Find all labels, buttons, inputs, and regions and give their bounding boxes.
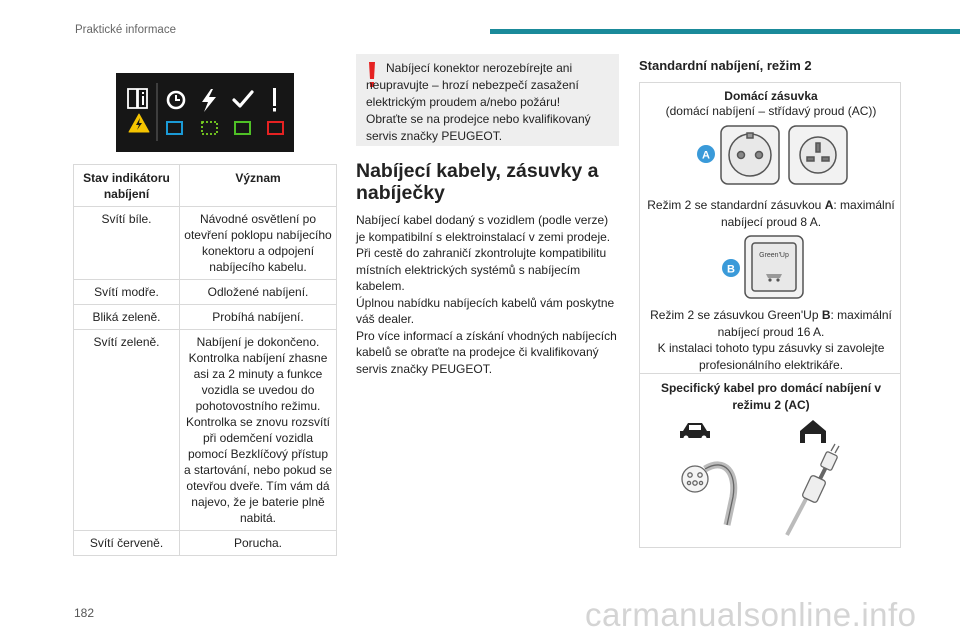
status-lamp-red [268,122,283,134]
warning-text [366,60,614,145]
badge-b-label: B [727,263,735,276]
status-lamp-green [235,122,250,134]
badge-a-label: A [702,149,710,162]
exclamation-icon [273,88,276,112]
meaning-cell: Probíhá nabíjení. [180,305,337,330]
table-row [74,531,337,556]
socket-b-text-suffix: : maximální nabíjecí proud 16 A. [717,308,892,339]
socket-a-description [640,197,902,230]
cables-paragraph-1: Nabíjecí kabel dodaný s vozidlem (podle verze) je kompatibilní s elektroinstalací v zemi prodeje. Při cestě do zahraničí zkontrolujte kompatibilitu místních elektrických systémů s nabíjecím kabelem. [356,213,611,293]
socket-b-description [640,307,902,373]
check-icon [234,92,252,106]
indicator-status-table [73,164,337,556]
status-lamp-green-blinking [202,122,217,134]
clock-icon [168,92,184,108]
socket-a-text-suffix: : maximální nabíjecí proud 8 A. [720,198,895,229]
table-row [74,280,337,305]
cables-paragraph-3: Pro více informací a získání vhodných nabíjecích kabelů se obraťte na prodejce či kvalifikovaný servis značky PEUGEOT. [356,328,617,376]
home-charging-cable-illustration [675,417,875,542]
socket-subtitle: (domácí nabíjení – střídavý proud (AC)) [665,104,877,118]
socket-b-line-2: K instalaci tohoto typu zásuvky si zavolejte profesionálního elektrikáře. [657,341,885,372]
warning-line-2: Obraťte se na prodejce nebo kvalifikovaný servis značky PEUGEOT. [366,112,591,143]
status-cell: Svítí zeleně. [74,330,180,531]
table-row [74,207,337,280]
header-meaning: Význam [180,165,337,207]
meaning-cell: Odložené nabíjení. [180,280,337,305]
mode2-info-card [639,82,901,548]
type2-connector-icon [682,465,734,525]
status-cell: Bliká zeleně. [74,305,180,330]
status-cell: Svítí bíle. [74,207,180,280]
meaning-cell: Porucha. [180,531,337,556]
greenup-socket-icon [745,236,803,298]
socket-a-text-prefix: Režim 2 se standardní zásuvkou [647,198,825,212]
manual-icon [128,89,147,108]
cables-body [356,212,620,377]
table-header-row [74,165,337,207]
card-divider [640,373,900,374]
high-voltage-warning-icon [129,114,149,132]
warning-box [356,54,619,146]
table-row [74,330,337,531]
mode2-heading: Standardní nabíjení, režim 2 [639,58,812,73]
section-title: Praktické informace [75,24,176,36]
cable-title: Specifický kabel pro domácí nabíjení v režimu 2 (AC) [660,381,882,412]
socket-title: Domácí zásuvka [724,89,818,103]
cables-heading: Nabíjecí kabely, zásuvky a nabíječky [356,160,599,204]
house-icon [800,420,826,443]
greenup-socket-illustration [720,233,820,303]
status-cell: Svítí červeně. [74,531,180,556]
cables-paragraph-2: Úplnou nabídku nabíjecích kabelů vám poskytne váš dealer. [356,295,615,326]
status-lamp-blue [167,122,182,134]
lightning-icon [202,89,216,112]
warning-line-1: Nabíjecí konektor nerozebírejte ani neupravujte – hrozí nebezpečí zasažení elektrickým proudem a/nebo požáru! [366,61,579,109]
schuko-socket-icon [721,126,779,184]
header-status: Stav indikátoru nabíjení [74,165,180,207]
socket-b-letter: B [821,308,831,322]
watermark: carmanualsonline.info [585,596,917,633]
socket-a-letter: A [824,198,834,212]
table-row [74,305,337,330]
greenup-label: Green'Up [759,252,789,259]
car-icon [680,423,710,441]
page-number: 182 [74,606,95,620]
charging-indicator-panel [116,73,294,152]
uk-socket-icon [789,126,847,184]
standard-sockets-illustration [690,121,860,191]
meaning-cell: Návodné osvětlení po otevření poklopu nabíjecího konektoru a odpojení nabíjecího kabelu. [180,207,337,280]
meaning-cell: Nabíjení je dokončeno. Kontrolka nabíjení zhasne asi za 2 minuty a funkce vozidla se uvedou do pohotovostního režimu. Kontrolka se znovu rozsvítí při odemčení vozidla pomocí Bezklíčový přístup a startování, nebo pokud se otevřou dveře. Tím vám dá najevo, že je baterie plně nabitá. [180,330,337,531]
header-accent-bar [490,29,960,34]
status-cell: Svítí modře. [74,280,180,305]
plug-cable-icon [787,444,839,535]
socket-b-text-prefix: Režim 2 se zásuvkou Green'Up [650,308,822,322]
